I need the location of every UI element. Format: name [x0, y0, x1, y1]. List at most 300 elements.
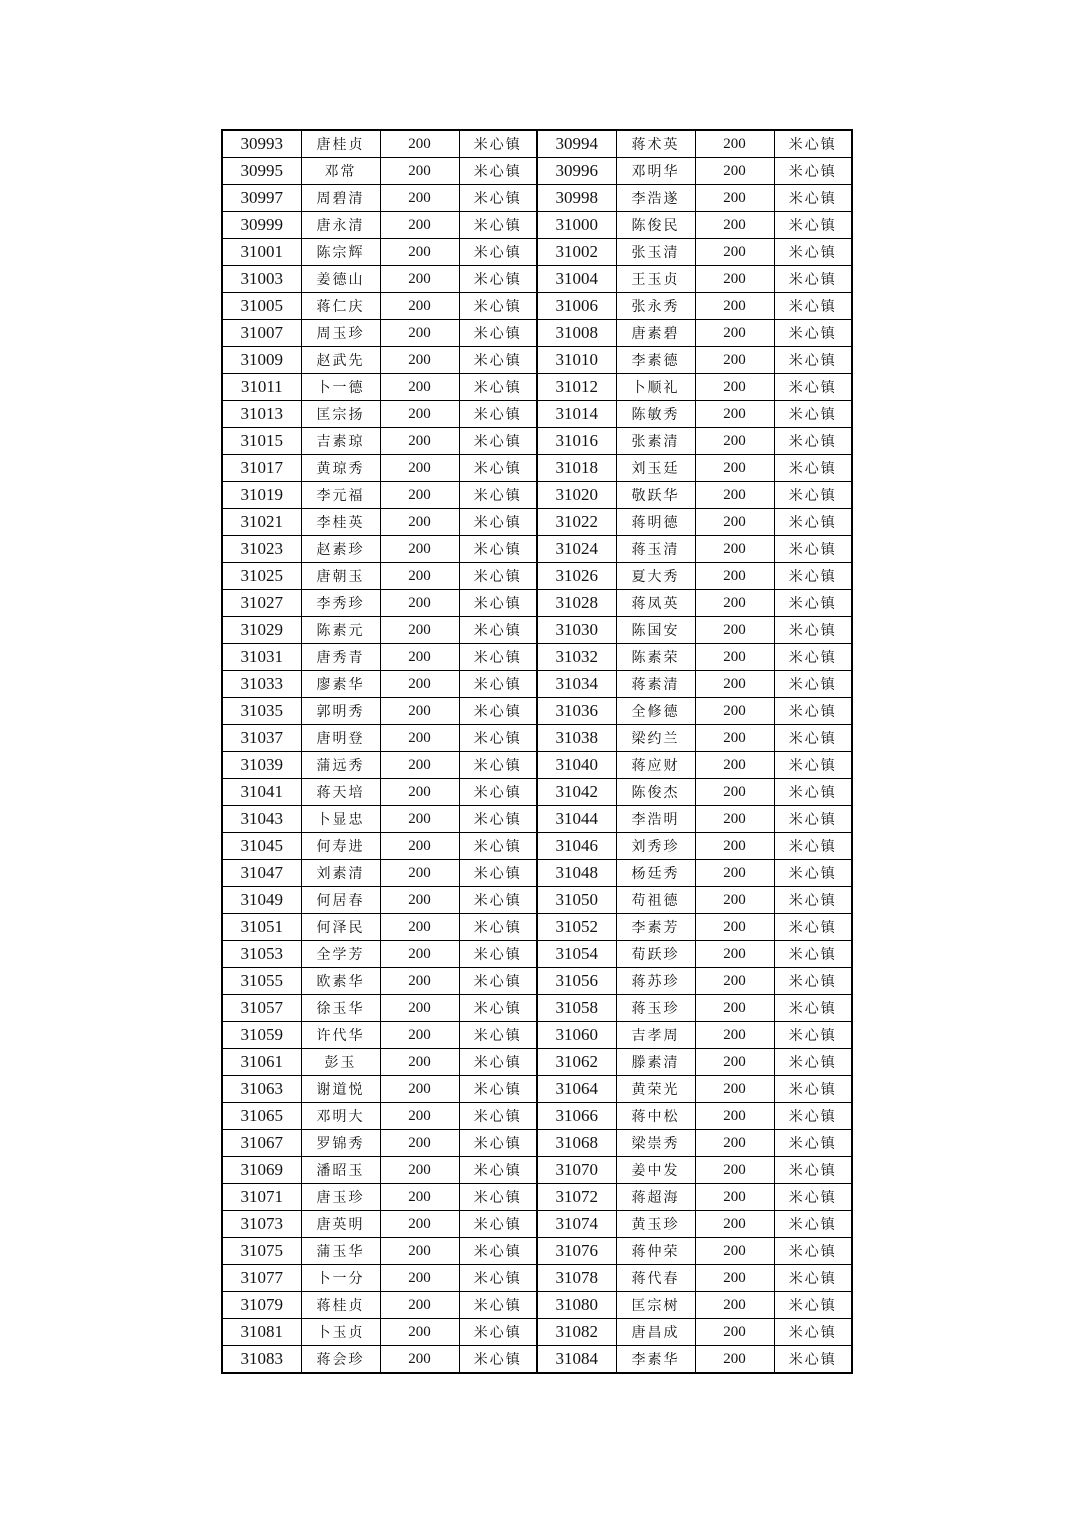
town-cell: 米心镇 — [459, 239, 537, 266]
person-name-cell: 蒋超海 — [616, 1184, 695, 1211]
town-cell: 米心镇 — [774, 725, 852, 752]
amount-cell: 200 — [695, 1022, 774, 1049]
record-number-cell: 31057 — [222, 995, 301, 1022]
person-name-cell: 黄荣光 — [616, 1076, 695, 1103]
record-number-cell: 31058 — [537, 995, 616, 1022]
table-row — [222, 806, 852, 833]
town-cell: 米心镇 — [459, 1292, 537, 1319]
record-number-cell: 31002 — [537, 239, 616, 266]
table-row — [222, 860, 852, 887]
town-cell: 米心镇 — [459, 455, 537, 482]
town-cell: 米心镇 — [774, 536, 852, 563]
town-cell: 米心镇 — [459, 968, 537, 995]
table-row — [222, 590, 852, 617]
amount-cell: 200 — [695, 698, 774, 725]
record-number-cell: 31060 — [537, 1022, 616, 1049]
person-name-cell: 邓常 — [301, 158, 380, 185]
person-name-cell: 匡宗扬 — [301, 401, 380, 428]
record-number-cell: 31082 — [537, 1319, 616, 1346]
amount-cell: 200 — [695, 590, 774, 617]
town-cell: 米心镇 — [459, 1346, 537, 1374]
town-cell: 米心镇 — [459, 401, 537, 428]
amount-cell: 200 — [380, 158, 459, 185]
person-name-cell: 罗锦秀 — [301, 1130, 380, 1157]
town-cell: 米心镇 — [459, 617, 537, 644]
amount-cell: 200 — [695, 752, 774, 779]
amount-cell: 200 — [380, 698, 459, 725]
record-number-cell: 31075 — [222, 1238, 301, 1265]
table-row — [222, 617, 852, 644]
person-name-cell: 蒋会珍 — [301, 1346, 380, 1374]
person-name-cell: 唐秀青 — [301, 644, 380, 671]
table-row — [222, 644, 852, 671]
amount-cell: 200 — [695, 130, 774, 158]
town-cell: 米心镇 — [774, 995, 852, 1022]
table-row — [222, 995, 852, 1022]
person-name-cell: 李秀珍 — [301, 590, 380, 617]
town-cell: 米心镇 — [774, 1265, 852, 1292]
town-cell: 米心镇 — [459, 1103, 537, 1130]
record-number-cell: 31065 — [222, 1103, 301, 1130]
record-number-cell: 31083 — [222, 1346, 301, 1374]
person-name-cell: 唐素碧 — [616, 320, 695, 347]
person-name-cell: 廖素华 — [301, 671, 380, 698]
table-row — [222, 671, 852, 698]
record-number-cell: 31031 — [222, 644, 301, 671]
town-cell: 米心镇 — [774, 1292, 852, 1319]
record-number-cell: 31022 — [537, 509, 616, 536]
person-name-cell: 赵武先 — [301, 347, 380, 374]
record-number-cell: 31052 — [537, 914, 616, 941]
person-name-cell: 刘玉廷 — [616, 455, 695, 482]
town-cell: 米心镇 — [774, 509, 852, 536]
amount-cell: 200 — [380, 1238, 459, 1265]
person-name-cell: 苟祖德 — [616, 887, 695, 914]
record-number-cell: 31046 — [537, 833, 616, 860]
person-name-cell: 周碧清 — [301, 185, 380, 212]
record-number-cell: 31029 — [222, 617, 301, 644]
person-name-cell: 蒋玉清 — [616, 536, 695, 563]
town-cell: 米心镇 — [774, 1022, 852, 1049]
person-name-cell: 何居春 — [301, 887, 380, 914]
record-number-cell: 31063 — [222, 1076, 301, 1103]
amount-cell: 200 — [695, 887, 774, 914]
amount-cell: 200 — [695, 158, 774, 185]
person-name-cell: 黄玉珍 — [616, 1211, 695, 1238]
record-number-cell: 31033 — [222, 671, 301, 698]
person-name-cell: 蒲远秀 — [301, 752, 380, 779]
record-number-cell: 31019 — [222, 482, 301, 509]
table-row — [222, 1130, 852, 1157]
table-row — [222, 293, 852, 320]
town-cell: 米心镇 — [774, 644, 852, 671]
amount-cell: 200 — [380, 401, 459, 428]
record-number-cell: 31068 — [537, 1130, 616, 1157]
town-cell: 米心镇 — [459, 1157, 537, 1184]
person-name-cell: 邓明大 — [301, 1103, 380, 1130]
person-name-cell: 潘昭玉 — [301, 1157, 380, 1184]
person-name-cell: 夏大秀 — [616, 563, 695, 590]
amount-cell: 200 — [380, 1346, 459, 1374]
amount-cell: 200 — [380, 1211, 459, 1238]
town-cell: 米心镇 — [459, 1022, 537, 1049]
town-cell: 米心镇 — [459, 347, 537, 374]
amount-cell: 200 — [695, 1076, 774, 1103]
amount-cell: 200 — [380, 509, 459, 536]
person-name-cell: 蒋凤英 — [616, 590, 695, 617]
person-name-cell: 唐永清 — [301, 212, 380, 239]
record-number-cell: 31008 — [537, 320, 616, 347]
amount-cell: 200 — [695, 1265, 774, 1292]
table-row — [222, 455, 852, 482]
town-cell: 米心镇 — [459, 1319, 537, 1346]
record-number-cell: 31040 — [537, 752, 616, 779]
person-name-cell: 蒋仁庆 — [301, 293, 380, 320]
town-cell: 米心镇 — [459, 833, 537, 860]
record-number-cell: 31064 — [537, 1076, 616, 1103]
table-row — [222, 374, 852, 401]
town-cell: 米心镇 — [459, 130, 537, 158]
town-cell: 米心镇 — [459, 860, 537, 887]
amount-cell: 200 — [695, 914, 774, 941]
amount-cell: 200 — [380, 1157, 459, 1184]
person-name-cell: 吉孝周 — [616, 1022, 695, 1049]
record-number-cell: 31017 — [222, 455, 301, 482]
amount-cell: 200 — [380, 455, 459, 482]
table-row — [222, 941, 852, 968]
record-number-cell: 31001 — [222, 239, 301, 266]
town-cell: 米心镇 — [459, 428, 537, 455]
town-cell: 米心镇 — [774, 1238, 852, 1265]
table-row — [222, 536, 852, 563]
town-cell: 米心镇 — [774, 833, 852, 860]
record-number-cell: 31061 — [222, 1049, 301, 1076]
town-cell: 米心镇 — [774, 968, 852, 995]
record-number-cell: 31038 — [537, 725, 616, 752]
record-number-cell: 31024 — [537, 536, 616, 563]
town-cell: 米心镇 — [774, 1130, 852, 1157]
table-row — [222, 509, 852, 536]
record-number-cell: 31011 — [222, 374, 301, 401]
person-name-cell: 蒋素清 — [616, 671, 695, 698]
amount-cell: 200 — [695, 725, 774, 752]
amount-cell: 200 — [380, 428, 459, 455]
town-cell: 米心镇 — [459, 725, 537, 752]
record-number-cell: 31079 — [222, 1292, 301, 1319]
amount-cell: 200 — [380, 617, 459, 644]
person-name-cell: 陈素元 — [301, 617, 380, 644]
person-name-cell: 蒋应财 — [616, 752, 695, 779]
amount-cell: 200 — [380, 1265, 459, 1292]
person-name-cell: 邓明华 — [616, 158, 695, 185]
amount-cell: 200 — [380, 212, 459, 239]
amount-cell: 200 — [695, 941, 774, 968]
record-number-cell: 31034 — [537, 671, 616, 698]
record-number-cell: 31080 — [537, 1292, 616, 1319]
town-cell: 米心镇 — [459, 995, 537, 1022]
amount-cell: 200 — [380, 1022, 459, 1049]
town-cell: 米心镇 — [459, 698, 537, 725]
record-number-cell: 31021 — [222, 509, 301, 536]
amount-cell: 200 — [380, 320, 459, 347]
amount-cell: 200 — [380, 968, 459, 995]
record-number-cell: 31050 — [537, 887, 616, 914]
town-cell: 米心镇 — [774, 1211, 852, 1238]
record-number-cell: 31084 — [537, 1346, 616, 1374]
town-cell: 米心镇 — [774, 860, 852, 887]
amount-cell: 200 — [695, 455, 774, 482]
table-row — [222, 482, 852, 509]
town-cell: 米心镇 — [459, 158, 537, 185]
town-cell: 米心镇 — [774, 266, 852, 293]
town-cell: 米心镇 — [774, 1319, 852, 1346]
person-name-cell: 卜一分 — [301, 1265, 380, 1292]
town-cell: 米心镇 — [774, 779, 852, 806]
record-number-cell: 31062 — [537, 1049, 616, 1076]
record-number-cell: 31036 — [537, 698, 616, 725]
person-name-cell: 蒋明德 — [616, 509, 695, 536]
table-row — [222, 563, 852, 590]
amount-cell: 200 — [380, 887, 459, 914]
table-row — [222, 401, 852, 428]
amount-cell: 200 — [380, 563, 459, 590]
amount-cell: 200 — [380, 671, 459, 698]
table-row — [222, 887, 852, 914]
person-name-cell: 全修德 — [616, 698, 695, 725]
table-row — [222, 1265, 852, 1292]
person-name-cell: 唐英明 — [301, 1211, 380, 1238]
amount-cell: 200 — [695, 1211, 774, 1238]
record-number-cell: 31077 — [222, 1265, 301, 1292]
town-cell: 米心镇 — [774, 1184, 852, 1211]
person-name-cell: 姜中发 — [616, 1157, 695, 1184]
record-number-cell: 31000 — [537, 212, 616, 239]
person-name-cell: 许代华 — [301, 1022, 380, 1049]
person-name-cell: 蒋仲荣 — [616, 1238, 695, 1265]
person-name-cell: 蒋中松 — [616, 1103, 695, 1130]
record-number-cell: 31074 — [537, 1211, 616, 1238]
person-name-cell: 卜显忠 — [301, 806, 380, 833]
amount-cell: 200 — [380, 185, 459, 212]
amount-cell: 200 — [380, 536, 459, 563]
town-cell: 米心镇 — [459, 590, 537, 617]
person-name-cell: 谢道悦 — [301, 1076, 380, 1103]
record-number-cell: 31020 — [537, 482, 616, 509]
amount-cell: 200 — [380, 806, 459, 833]
person-name-cell: 张玉清 — [616, 239, 695, 266]
town-cell: 米心镇 — [774, 1157, 852, 1184]
town-cell: 米心镇 — [774, 212, 852, 239]
record-number-cell: 31049 — [222, 887, 301, 914]
town-cell: 米心镇 — [774, 806, 852, 833]
record-number-cell: 31043 — [222, 806, 301, 833]
record-number-cell: 31054 — [537, 941, 616, 968]
amount-cell: 200 — [695, 1319, 774, 1346]
record-number-cell: 31069 — [222, 1157, 301, 1184]
table-row — [222, 239, 852, 266]
amount-cell: 200 — [695, 536, 774, 563]
person-name-cell: 卜玉贞 — [301, 1319, 380, 1346]
person-name-cell: 姜德山 — [301, 266, 380, 293]
amount-cell: 200 — [695, 995, 774, 1022]
amount-cell: 200 — [380, 590, 459, 617]
record-number-cell: 31016 — [537, 428, 616, 455]
record-number-cell: 31013 — [222, 401, 301, 428]
subsidy-list-table — [221, 129, 853, 1374]
amount-cell: 200 — [695, 1157, 774, 1184]
town-cell: 米心镇 — [774, 239, 852, 266]
record-number-cell: 31035 — [222, 698, 301, 725]
amount-cell: 200 — [695, 1130, 774, 1157]
record-number-cell: 31023 — [222, 536, 301, 563]
person-name-cell: 张素清 — [616, 428, 695, 455]
amount-cell: 200 — [380, 644, 459, 671]
person-name-cell: 卜一德 — [301, 374, 380, 401]
amount-cell: 200 — [695, 1292, 774, 1319]
town-cell: 米心镇 — [774, 482, 852, 509]
person-name-cell: 蒲玉华 — [301, 1238, 380, 1265]
amount-cell: 200 — [695, 968, 774, 995]
record-number-cell: 30993 — [222, 130, 301, 158]
table-row — [222, 752, 852, 779]
table-row — [222, 1319, 852, 1346]
amount-cell: 200 — [695, 1049, 774, 1076]
person-name-cell: 彭玉 — [301, 1049, 380, 1076]
town-cell: 米心镇 — [774, 455, 852, 482]
person-name-cell: 陈国安 — [616, 617, 695, 644]
town-cell: 米心镇 — [774, 1346, 852, 1374]
table-row — [222, 968, 852, 995]
town-cell: 米心镇 — [774, 941, 852, 968]
town-cell: 米心镇 — [774, 185, 852, 212]
town-cell: 米心镇 — [459, 563, 537, 590]
town-cell: 米心镇 — [459, 482, 537, 509]
record-number-cell: 31047 — [222, 860, 301, 887]
person-name-cell: 陈俊民 — [616, 212, 695, 239]
town-cell: 米心镇 — [459, 1184, 537, 1211]
record-number-cell: 31039 — [222, 752, 301, 779]
record-number-cell: 31004 — [537, 266, 616, 293]
town-cell: 米心镇 — [774, 671, 852, 698]
table-row — [222, 428, 852, 455]
record-number-cell: 31067 — [222, 1130, 301, 1157]
person-name-cell: 李素德 — [616, 347, 695, 374]
amount-cell: 200 — [695, 1238, 774, 1265]
amount-cell: 200 — [695, 1346, 774, 1374]
record-number-cell: 31071 — [222, 1184, 301, 1211]
town-cell: 米心镇 — [459, 1076, 537, 1103]
town-cell: 米心镇 — [459, 941, 537, 968]
person-name-cell: 李浩遂 — [616, 185, 695, 212]
record-number-cell: 31056 — [537, 968, 616, 995]
person-name-cell: 梁约兰 — [616, 725, 695, 752]
person-name-cell: 陈敏秀 — [616, 401, 695, 428]
amount-cell: 200 — [380, 374, 459, 401]
person-name-cell: 何寿进 — [301, 833, 380, 860]
person-name-cell: 蒋苏珍 — [616, 968, 695, 995]
table-row — [222, 698, 852, 725]
person-name-cell: 卜顺礼 — [616, 374, 695, 401]
town-cell: 米心镇 — [774, 590, 852, 617]
amount-cell: 200 — [380, 1103, 459, 1130]
amount-cell: 200 — [380, 833, 459, 860]
amount-cell: 200 — [695, 320, 774, 347]
table-row — [222, 1184, 852, 1211]
record-number-cell: 31059 — [222, 1022, 301, 1049]
person-name-cell: 欧素华 — [301, 968, 380, 995]
record-number-cell: 31012 — [537, 374, 616, 401]
town-cell: 米心镇 — [459, 293, 537, 320]
amount-cell: 200 — [380, 266, 459, 293]
amount-cell: 200 — [695, 860, 774, 887]
amount-cell: 200 — [380, 1184, 459, 1211]
person-name-cell: 周玉珍 — [301, 320, 380, 347]
person-name-cell: 李素芳 — [616, 914, 695, 941]
table-row — [222, 1076, 852, 1103]
record-number-cell: 31007 — [222, 320, 301, 347]
person-name-cell: 唐朝玉 — [301, 563, 380, 590]
amount-cell: 200 — [380, 914, 459, 941]
record-number-cell: 31041 — [222, 779, 301, 806]
table-row — [222, 1022, 852, 1049]
amount-cell: 200 — [695, 644, 774, 671]
record-number-cell: 31044 — [537, 806, 616, 833]
table-row — [222, 158, 852, 185]
amount-cell: 200 — [380, 239, 459, 266]
amount-cell: 200 — [695, 806, 774, 833]
town-cell: 米心镇 — [774, 698, 852, 725]
town-cell: 米心镇 — [774, 428, 852, 455]
person-name-cell: 何泽民 — [301, 914, 380, 941]
person-name-cell: 郭明秀 — [301, 698, 380, 725]
amount-cell: 200 — [380, 779, 459, 806]
town-cell: 米心镇 — [774, 320, 852, 347]
person-name-cell: 陈俊杰 — [616, 779, 695, 806]
record-number-cell: 31042 — [537, 779, 616, 806]
amount-cell: 200 — [380, 1292, 459, 1319]
town-cell: 米心镇 — [459, 1211, 537, 1238]
town-cell: 米心镇 — [459, 1238, 537, 1265]
town-cell: 米心镇 — [774, 158, 852, 185]
record-number-cell: 31055 — [222, 968, 301, 995]
table-row — [222, 1103, 852, 1130]
record-number-cell: 31048 — [537, 860, 616, 887]
record-number-cell: 30995 — [222, 158, 301, 185]
record-number-cell: 31025 — [222, 563, 301, 590]
person-name-cell: 荀跃珍 — [616, 941, 695, 968]
person-name-cell: 赵素珍 — [301, 536, 380, 563]
person-name-cell: 匡宗树 — [616, 1292, 695, 1319]
amount-cell: 200 — [695, 833, 774, 860]
town-cell: 米心镇 — [459, 536, 537, 563]
person-name-cell: 唐明登 — [301, 725, 380, 752]
town-cell: 米心镇 — [459, 1130, 537, 1157]
person-name-cell: 徐玉华 — [301, 995, 380, 1022]
record-number-cell: 30997 — [222, 185, 301, 212]
person-name-cell: 蒋桂贞 — [301, 1292, 380, 1319]
town-cell: 米心镇 — [459, 509, 537, 536]
record-number-cell: 31026 — [537, 563, 616, 590]
table-row — [222, 212, 852, 239]
town-cell: 米心镇 — [459, 914, 537, 941]
record-number-cell: 31030 — [537, 617, 616, 644]
amount-cell: 200 — [380, 1076, 459, 1103]
record-number-cell: 31076 — [537, 1238, 616, 1265]
person-name-cell: 蒋天培 — [301, 779, 380, 806]
table-row — [222, 1292, 852, 1319]
record-number-cell: 31015 — [222, 428, 301, 455]
record-number-cell: 31027 — [222, 590, 301, 617]
